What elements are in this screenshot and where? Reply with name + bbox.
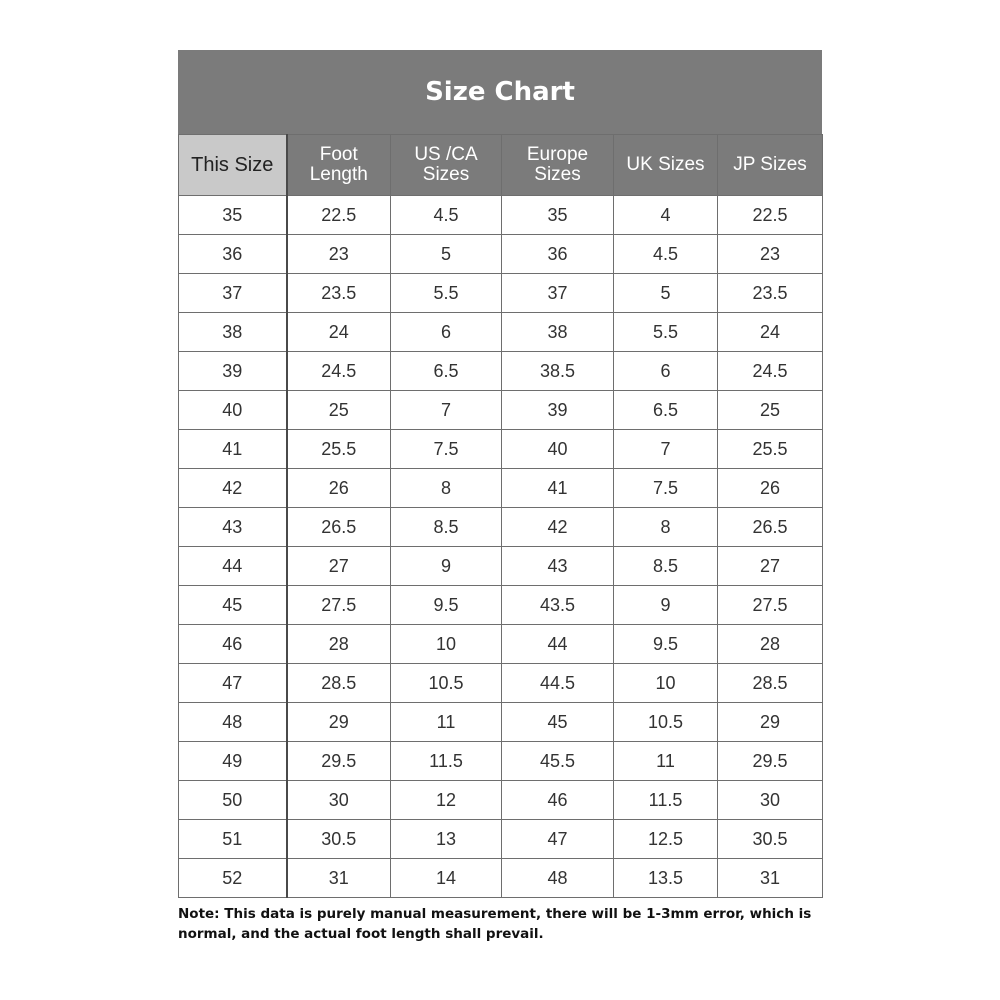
cell-uk-sizes: 6.5 (614, 391, 718, 430)
table-row (179, 469, 823, 508)
cell-this-size: 52 (179, 859, 287, 898)
cell-europe-sizes: 44 (502, 625, 614, 664)
table-row (179, 508, 823, 547)
cell-us-ca-sizes: 11.5 (391, 742, 502, 781)
cell-foot-length: 23.5 (287, 274, 391, 313)
cell-foot-length: 30 (287, 781, 391, 820)
cell-this-size: 46 (179, 625, 287, 664)
cell-jp-sizes: 29 (718, 703, 823, 742)
header-row (179, 135, 823, 196)
table-row (179, 820, 823, 859)
cell-europe-sizes: 43 (502, 547, 614, 586)
cell-uk-sizes: 12.5 (614, 820, 718, 859)
cell-jp-sizes: 30.5 (718, 820, 823, 859)
cell-this-size: 45 (179, 586, 287, 625)
header-label-line: Europe (526, 144, 589, 165)
size-table (178, 134, 823, 898)
cell-uk-sizes: 8 (614, 508, 718, 547)
chart-title: Size Chart (425, 77, 575, 107)
header-label-line: UK Sizes (626, 154, 705, 175)
header-label-line: US /CA (414, 144, 478, 165)
table-row (179, 313, 823, 352)
cell-europe-sizes: 40 (502, 430, 614, 469)
cell-this-size: 42 (179, 469, 287, 508)
cell-foot-length: 24 (287, 313, 391, 352)
cell-this-size: 38 (179, 313, 287, 352)
cell-foot-length: 26.5 (287, 508, 391, 547)
cell-uk-sizes: 10 (614, 664, 718, 703)
table-row (179, 781, 823, 820)
cell-uk-sizes: 9 (614, 586, 718, 625)
cell-europe-sizes: 41 (502, 469, 614, 508)
cell-europe-sizes: 48 (502, 859, 614, 898)
cell-us-ca-sizes: 13 (391, 820, 502, 859)
header-label-line: Sizes (422, 164, 470, 185)
cell-foot-length: 29.5 (287, 742, 391, 781)
cell-europe-sizes: 38.5 (502, 352, 614, 391)
cell-us-ca-sizes: 12 (391, 781, 502, 820)
cell-uk-sizes: 7.5 (614, 469, 718, 508)
cell-uk-sizes: 5 (614, 274, 718, 313)
cell-europe-sizes: 45.5 (502, 742, 614, 781)
cell-foot-length: 28 (287, 625, 391, 664)
header-europe-sizes (502, 135, 614, 196)
cell-jp-sizes: 22.5 (718, 196, 823, 235)
header-label-line: Length (309, 164, 368, 185)
cell-us-ca-sizes: 8 (391, 469, 502, 508)
table-row (179, 235, 823, 274)
cell-us-ca-sizes: 6 (391, 313, 502, 352)
header-foot-length (287, 135, 391, 196)
header-this-size (179, 135, 287, 196)
cell-foot-length: 26 (287, 469, 391, 508)
cell-uk-sizes: 11.5 (614, 781, 718, 820)
table-row (179, 859, 823, 898)
cell-foot-length: 25 (287, 391, 391, 430)
cell-us-ca-sizes: 4.5 (391, 196, 502, 235)
table-body (179, 196, 823, 898)
table-row (179, 547, 823, 586)
cell-us-ca-sizes: 6.5 (391, 352, 502, 391)
cell-this-size: 37 (179, 274, 287, 313)
cell-jp-sizes: 28.5 (718, 664, 823, 703)
cell-jp-sizes: 28 (718, 625, 823, 664)
cell-europe-sizes: 44.5 (502, 664, 614, 703)
cell-europe-sizes: 36 (502, 235, 614, 274)
cell-this-size: 49 (179, 742, 287, 781)
cell-uk-sizes: 8.5 (614, 547, 718, 586)
header-label-line: JP Sizes (733, 154, 807, 175)
cell-us-ca-sizes: 5.5 (391, 274, 502, 313)
cell-jp-sizes: 24 (718, 313, 823, 352)
header-us-ca-sizes (391, 135, 502, 196)
cell-jp-sizes: 31 (718, 859, 823, 898)
cell-europe-sizes: 37 (502, 274, 614, 313)
cell-this-size: 43 (179, 508, 287, 547)
cell-jp-sizes: 27 (718, 547, 823, 586)
cell-foot-length: 24.5 (287, 352, 391, 391)
cell-us-ca-sizes: 9.5 (391, 586, 502, 625)
header-uk-sizes (614, 135, 718, 196)
cell-jp-sizes: 29.5 (718, 742, 823, 781)
cell-jp-sizes: 23.5 (718, 274, 823, 313)
header-jp-sizes (718, 135, 823, 196)
cell-europe-sizes: 43.5 (502, 586, 614, 625)
cell-jp-sizes: 24.5 (718, 352, 823, 391)
cell-uk-sizes: 13.5 (614, 859, 718, 898)
cell-us-ca-sizes: 11 (391, 703, 502, 742)
cell-this-size: 41 (179, 430, 287, 469)
cell-jp-sizes: 27.5 (718, 586, 823, 625)
cell-uk-sizes: 4 (614, 196, 718, 235)
header-label-line: Sizes (534, 164, 581, 185)
cell-this-size: 44 (179, 547, 287, 586)
cell-europe-sizes: 47 (502, 820, 614, 859)
cell-europe-sizes: 35 (502, 196, 614, 235)
cell-us-ca-sizes: 10 (391, 625, 502, 664)
table-row (179, 430, 823, 469)
cell-this-size: 47 (179, 664, 287, 703)
cell-uk-sizes: 4.5 (614, 235, 718, 274)
cell-us-ca-sizes: 7.5 (391, 430, 502, 469)
cell-foot-length: 30.5 (287, 820, 391, 859)
cell-us-ca-sizes: 5 (391, 235, 502, 274)
cell-uk-sizes: 9.5 (614, 625, 718, 664)
cell-foot-length: 31 (287, 859, 391, 898)
table-row (179, 703, 823, 742)
table-row (179, 664, 823, 703)
cell-this-size: 50 (179, 781, 287, 820)
cell-europe-sizes: 42 (502, 508, 614, 547)
cell-foot-length: 23 (287, 235, 391, 274)
cell-foot-length: 27.5 (287, 586, 391, 625)
cell-jp-sizes: 30 (718, 781, 823, 820)
cell-this-size: 51 (179, 820, 287, 859)
cell-us-ca-sizes: 8.5 (391, 508, 502, 547)
table-row (179, 352, 823, 391)
table-row (179, 391, 823, 430)
chart-title-bar (178, 50, 822, 134)
header-label-line: This Size (191, 154, 274, 176)
cell-this-size: 35 (179, 196, 287, 235)
cell-uk-sizes: 10.5 (614, 703, 718, 742)
cell-uk-sizes: 5.5 (614, 313, 718, 352)
cell-us-ca-sizes: 14 (391, 859, 502, 898)
cell-foot-length: 28.5 (287, 664, 391, 703)
cell-this-size: 40 (179, 391, 287, 430)
cell-europe-sizes: 46 (502, 781, 614, 820)
cell-foot-length: 25.5 (287, 430, 391, 469)
cell-foot-length: 27 (287, 547, 391, 586)
cell-europe-sizes: 38 (502, 313, 614, 352)
table-header (179, 135, 823, 196)
cell-this-size: 36 (179, 235, 287, 274)
cell-jp-sizes: 25 (718, 391, 823, 430)
header-label-line: Foot (319, 144, 358, 165)
cell-uk-sizes: 7 (614, 430, 718, 469)
cell-europe-sizes: 39 (502, 391, 614, 430)
cell-jp-sizes: 25.5 (718, 430, 823, 469)
table-row (179, 742, 823, 781)
table-row (179, 586, 823, 625)
cell-foot-length: 22.5 (287, 196, 391, 235)
cell-jp-sizes: 26 (718, 469, 823, 508)
cell-foot-length: 29 (287, 703, 391, 742)
size-chart (178, 50, 822, 898)
cell-us-ca-sizes: 9 (391, 547, 502, 586)
cell-uk-sizes: 11 (614, 742, 718, 781)
table-row (179, 274, 823, 313)
cell-us-ca-sizes: 10.5 (391, 664, 502, 703)
cell-jp-sizes: 26.5 (718, 508, 823, 547)
table-row (179, 196, 823, 235)
cell-this-size: 39 (179, 352, 287, 391)
cell-europe-sizes: 45 (502, 703, 614, 742)
cell-uk-sizes: 6 (614, 352, 718, 391)
measurement-note: Note: This data is purely manual measurement, there will be 1-3mm error, which is normal, and the actual foot length shall prevail. (178, 906, 812, 942)
cell-this-size: 48 (179, 703, 287, 742)
cell-us-ca-sizes: 7 (391, 391, 502, 430)
cell-jp-sizes: 23 (718, 235, 823, 274)
table-row (179, 625, 823, 664)
